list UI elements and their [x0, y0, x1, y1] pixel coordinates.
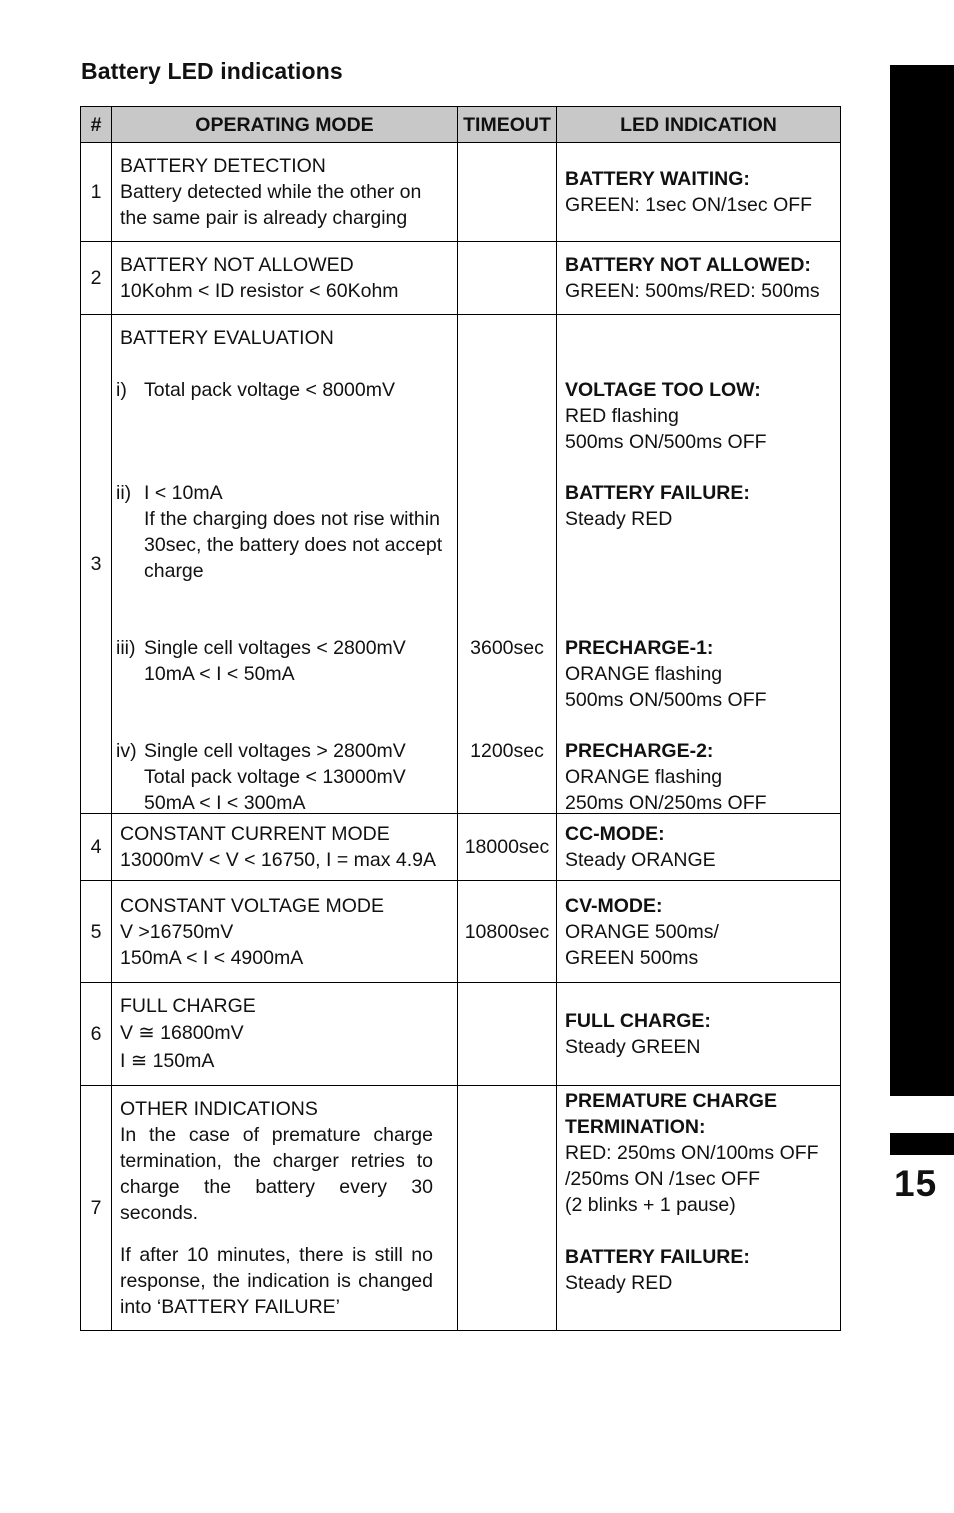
led-line: GREEN: 500ms/RED: 500ms — [565, 280, 820, 302]
header-number: # — [81, 107, 112, 143]
side-tab-marker — [890, 1133, 954, 1155]
mode-paragraph: In the case of premature charge termination, the charger retries to charge the battery every 30 seconds. — [120, 1124, 433, 1224]
table-row — [81, 983, 841, 1086]
led-title: VOLTAGE TOO LOW: — [565, 379, 761, 401]
side-tab-bar — [890, 65, 954, 1096]
led-title: PRECHARGE-2: — [565, 740, 714, 762]
operating-mode-cell — [112, 983, 458, 1086]
item-line: Single cell voltages > 2800mV — [144, 740, 406, 762]
item-line: Single cell voltages < 2800mV — [144, 637, 406, 659]
row-number: 6 — [81, 983, 112, 1086]
mode-line: V >16750mV — [120, 920, 234, 943]
mode-line: 13000mV < V < 16750, I = max 4.9A — [120, 849, 436, 871]
led-indication-cell — [557, 814, 841, 881]
led-line: 500ms ON/500ms OFF — [565, 689, 767, 711]
led-line: /250ms ON /1sec OFF — [565, 1168, 761, 1190]
timeout-value: 1200sec — [470, 740, 544, 762]
led-title: BATTERY FAILURE: — [565, 482, 750, 504]
header-timeout: TIMEOUT — [458, 107, 557, 143]
led-indication-cell — [557, 983, 841, 1086]
item-line: Total pack voltage < 8000mV — [144, 379, 395, 401]
mode-title: BATTERY NOT ALLOWED — [120, 254, 354, 276]
timeout-cell — [458, 315, 557, 814]
led-title: BATTERY WAITING: — [565, 168, 750, 190]
header-led-indication: LED INDICATION — [557, 107, 841, 143]
item-line: charge — [144, 560, 204, 582]
led-line: 500ms ON/500ms OFF — [565, 431, 767, 453]
led-title: FULL CHARGE: — [565, 1010, 711, 1032]
mode-line: Battery detected while the other on — [120, 181, 422, 203]
led-line: Steady GREEN — [565, 1036, 701, 1058]
mode-line: V ≅ 16800mV — [120, 1022, 244, 1044]
row-number: 3 — [81, 315, 112, 814]
operating-mode-cell — [112, 242, 458, 315]
table-row — [81, 315, 841, 814]
item-line: 50mA < I < 300mA — [144, 792, 306, 814]
item-line: 30sec, the battery does not accept — [144, 534, 443, 556]
mode-title: BATTERY DETECTION — [120, 155, 326, 177]
timeout-cell: 18000sec — [458, 814, 557, 881]
item-label: iii) — [116, 637, 136, 659]
mode-title: CONSTANT CURRENT MODE — [120, 823, 390, 845]
item-label: ii) — [116, 482, 132, 504]
timeout-cell — [458, 1086, 557, 1331]
mode-title: BATTERY EVALUATION — [120, 327, 334, 349]
operating-mode-cell — [112, 881, 458, 983]
mode-title: CONSTANT VOLTAGE MODE — [120, 894, 385, 917]
led-indication-cell — [557, 143, 841, 242]
page-number: 15 — [894, 1163, 938, 1204]
led-line: Steady RED — [565, 508, 673, 530]
table-row — [81, 143, 841, 242]
led-line: (2 blinks + 1 pause) — [565, 1194, 736, 1216]
mode-title: FULL CHARGE — [120, 995, 256, 1017]
led-line: GREEN 500ms — [565, 946, 699, 969]
row-number: 2 — [81, 242, 112, 315]
row-number: 4 — [81, 814, 112, 881]
led-title: CV-MODE: — [565, 894, 663, 917]
led-indication-cell — [557, 881, 841, 983]
row-number: 5 — [81, 881, 112, 983]
table-row — [81, 242, 841, 315]
item-line: If the charging does not rise within — [144, 508, 440, 530]
led-block — [565, 377, 767, 455]
mode-line: the same pair is already charging — [120, 207, 408, 229]
item-line: 10mA < I < 50mA — [144, 663, 295, 685]
operating-mode-cell — [112, 315, 458, 814]
led-indication-cell — [557, 1086, 841, 1331]
operating-mode-cell — [112, 1086, 458, 1331]
header-operating-mode: OPERATING MODE — [112, 107, 458, 143]
timeout-cell — [458, 242, 557, 315]
timeout-cell: 10800sec — [458, 881, 557, 983]
battery-led-table — [80, 106, 841, 1331]
table-row — [81, 881, 841, 983]
item-label: i) — [116, 379, 127, 401]
mode-line: I ≅ 150mA — [120, 1050, 215, 1072]
led-block — [565, 738, 767, 816]
led-line: 250ms ON/250ms OFF — [565, 792, 767, 814]
led-title: CC-MODE: — [565, 823, 665, 845]
row-number: 1 — [81, 143, 112, 242]
timeout-value: 3600sec — [470, 637, 544, 659]
led-title: BATTERY FAILURE: — [565, 1246, 750, 1268]
led-line: RED: 250ms ON/100ms OFF — [565, 1142, 819, 1164]
led-line: ORANGE 500ms/ — [565, 920, 719, 943]
table-row — [81, 814, 841, 881]
table-header-row — [81, 107, 841, 143]
led-indication-cell — [557, 242, 841, 315]
led-line: ORANGE flashing — [565, 663, 723, 685]
led-line: Steady RED — [565, 1272, 673, 1294]
operating-mode-cell — [112, 814, 458, 881]
led-line: ORANGE flashing — [565, 766, 723, 788]
row-number: 7 — [81, 1086, 112, 1331]
mode-line: 150mA < I < 4900mA — [120, 946, 304, 969]
led-title: PRECHARGE-1: — [565, 637, 714, 659]
page-title: Battery LED indications — [81, 58, 343, 84]
led-indication-cell — [557, 315, 841, 814]
led-block — [565, 480, 750, 532]
led-line: Steady ORANGE — [565, 849, 716, 871]
led-title: PREMATURE CHARGE TERMINATION: — [565, 1090, 777, 1138]
item-label: iv) — [116, 740, 137, 762]
item-line: I < 10mA — [144, 482, 223, 504]
operating-mode-cell — [112, 143, 458, 242]
led-line: RED flashing — [565, 405, 679, 427]
led-line: GREEN: 1sec ON/1sec OFF — [565, 194, 813, 216]
mode-title: OTHER INDICATIONS — [120, 1098, 318, 1120]
led-title: BATTERY NOT ALLOWED: — [565, 254, 811, 276]
timeout-cell — [458, 143, 557, 242]
timeout-cell — [458, 983, 557, 1086]
mode-paragraph: If after 10 minutes, there is still no response, the indication is changed into ‘BATTERY FAILURE’ — [120, 1244, 433, 1318]
table-row — [81, 1086, 841, 1331]
item-line: Total pack voltage < 13000mV — [144, 766, 406, 788]
led-block — [565, 635, 767, 713]
mode-line: 10Kohm < ID resistor < 60Kohm — [120, 280, 399, 302]
